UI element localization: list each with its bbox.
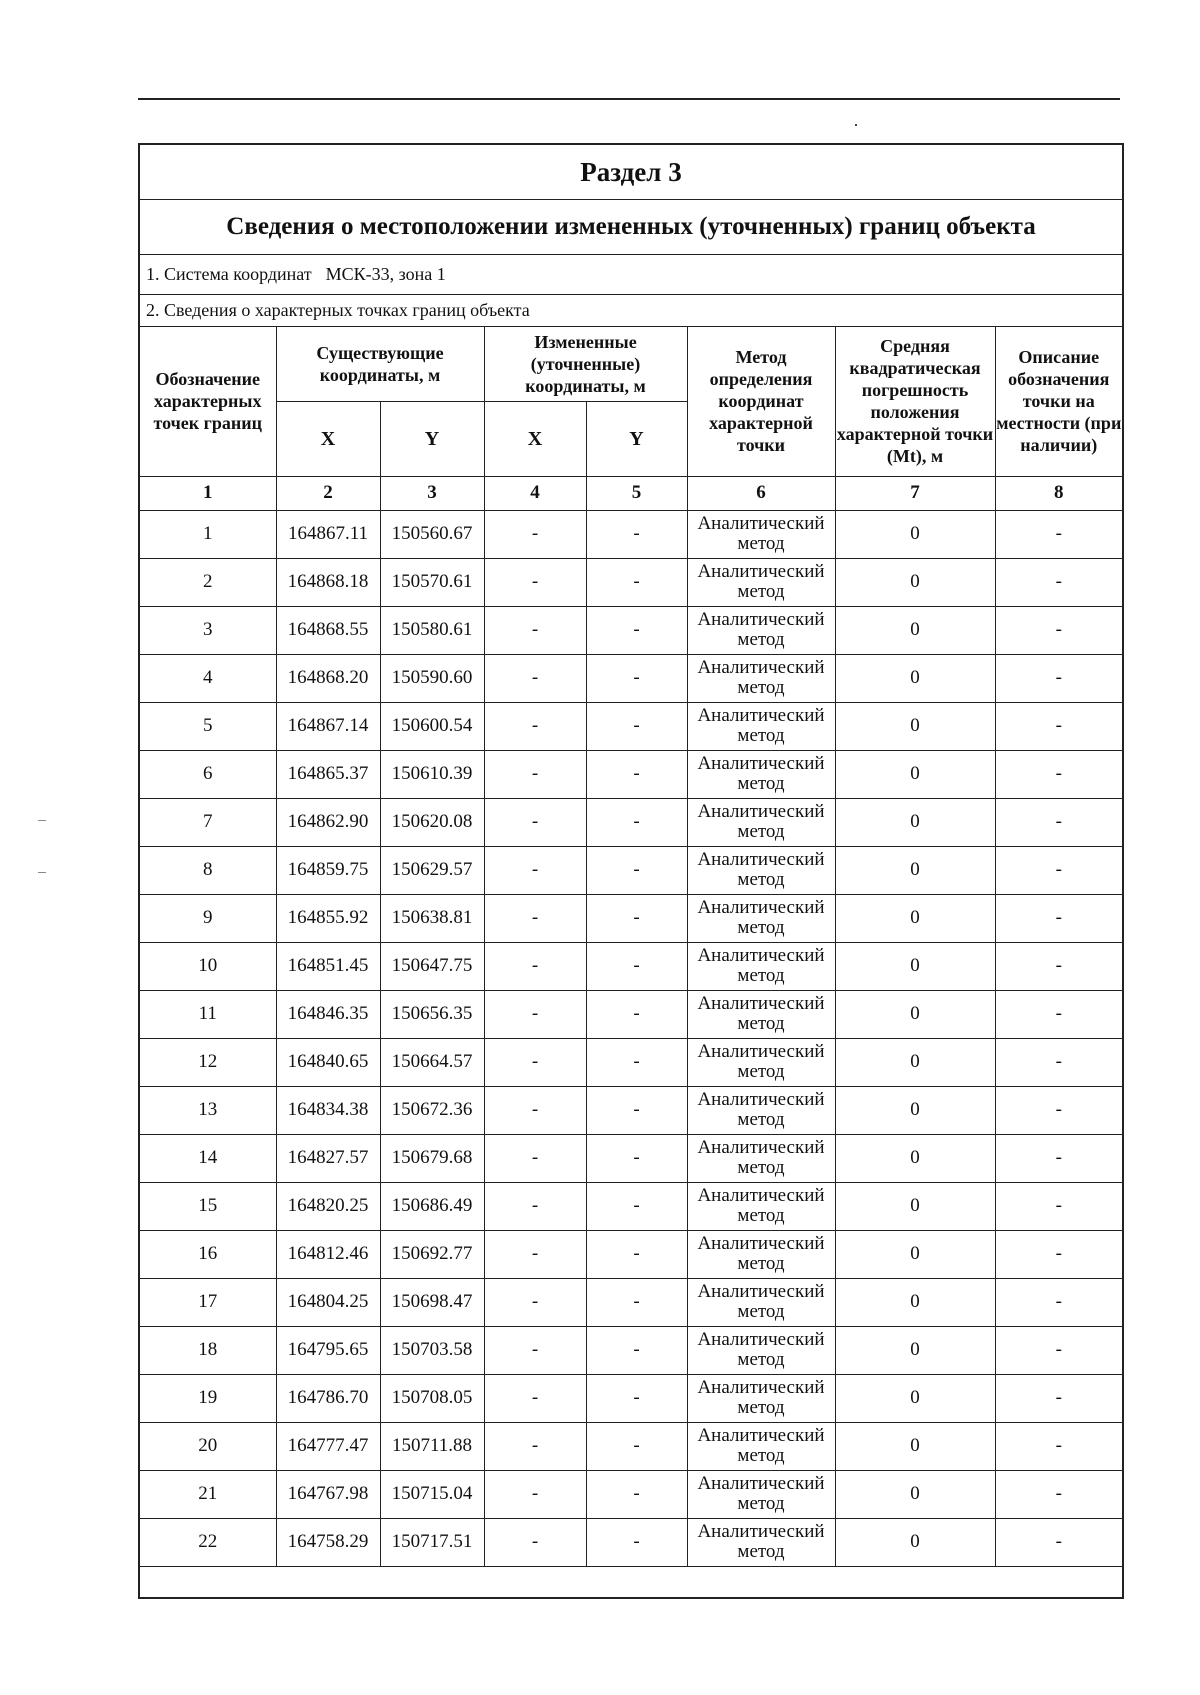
table-row xyxy=(140,894,1122,942)
point-number-cell: 20 xyxy=(140,1422,276,1470)
description-cell: - xyxy=(995,1470,1122,1518)
changed-y-cell: - xyxy=(586,1278,687,1326)
point-number-cell: 22 xyxy=(140,1518,276,1566)
point-number-cell: 4 xyxy=(140,654,276,702)
changed-x-cell: - xyxy=(484,606,586,654)
description-cell: - xyxy=(995,1422,1122,1470)
description-cell: - xyxy=(995,990,1122,1038)
section-title: Раздел 3 xyxy=(140,145,1122,200)
method-cell: Аналитический метод xyxy=(687,1374,835,1422)
existing-x-cell: 164868.20 xyxy=(276,654,380,702)
existing-y-cell: 150715.04 xyxy=(380,1470,484,1518)
existing-x-cell: 164868.55 xyxy=(276,606,380,654)
existing-x-cell: 164795.65 xyxy=(276,1326,380,1374)
existing-y-cell: 150711.88 xyxy=(380,1422,484,1470)
existing-y-cell: 150620.08 xyxy=(380,798,484,846)
error-cell: 0 xyxy=(835,558,995,606)
description-cell: - xyxy=(995,894,1122,942)
header-error: Средняя квадратическая погрешность положения характерной точки (Mt), м xyxy=(835,327,995,476)
method-cell: Аналитический метод xyxy=(687,1038,835,1086)
existing-y-cell: 150638.81 xyxy=(380,894,484,942)
method-cell: Аналитический метод xyxy=(687,1470,835,1518)
existing-y-cell: 150672.36 xyxy=(380,1086,484,1134)
method-cell: Аналитический метод xyxy=(687,894,835,942)
point-number-cell: 6 xyxy=(140,750,276,798)
changed-x-cell: - xyxy=(484,750,586,798)
changed-x-cell: - xyxy=(484,990,586,1038)
points-label: 2. Сведения о характерных точках границ объекта xyxy=(140,295,1122,327)
existing-x-cell: 164827.57 xyxy=(276,1134,380,1182)
table-row xyxy=(140,702,1122,750)
changed-x-cell: - xyxy=(484,1326,586,1374)
error-cell: 0 xyxy=(835,1086,995,1134)
error-cell: 0 xyxy=(835,1038,995,1086)
error-cell: 0 xyxy=(835,1374,995,1422)
table-row xyxy=(140,1134,1122,1182)
point-number-cell: 7 xyxy=(140,798,276,846)
header-existing-coords: Существующие координаты, м xyxy=(276,327,484,401)
header-y-changed: Y xyxy=(586,401,687,476)
point-number-cell: 2 xyxy=(140,558,276,606)
point-number-cell: 10 xyxy=(140,942,276,990)
changed-y-cell: - xyxy=(586,654,687,702)
existing-x-cell: 164767.98 xyxy=(276,1470,380,1518)
changed-x-cell: - xyxy=(484,846,586,894)
point-number-cell: 19 xyxy=(140,1374,276,1422)
existing-x-cell: 164840.65 xyxy=(276,1038,380,1086)
description-cell: - xyxy=(995,1134,1122,1182)
existing-x-cell: 164786.70 xyxy=(276,1374,380,1422)
table-row xyxy=(140,942,1122,990)
description-cell: - xyxy=(995,510,1122,558)
existing-y-cell: 150590.60 xyxy=(380,654,484,702)
column-number-row xyxy=(140,476,1122,510)
changed-y-cell: - xyxy=(586,702,687,750)
changed-y-cell: - xyxy=(586,894,687,942)
changed-y-cell: - xyxy=(586,846,687,894)
table-row xyxy=(140,1278,1122,1326)
existing-x-cell: 164804.25 xyxy=(276,1278,380,1326)
header-x: X xyxy=(276,401,380,476)
column-number: 7 xyxy=(835,476,995,510)
method-cell: Аналитический метод xyxy=(687,1182,835,1230)
changed-x-cell: - xyxy=(484,1278,586,1326)
header-x-changed: X xyxy=(484,401,586,476)
column-number: 6 xyxy=(687,476,835,510)
method-cell: Аналитический метод xyxy=(687,1134,835,1182)
point-number-cell: 18 xyxy=(140,1326,276,1374)
point-number-cell: 13 xyxy=(140,1086,276,1134)
method-cell: Аналитический метод xyxy=(687,558,835,606)
existing-y-cell: 150686.49 xyxy=(380,1182,484,1230)
changed-x-cell: - xyxy=(484,1230,586,1278)
top-rule xyxy=(138,98,1120,100)
description-cell: - xyxy=(995,606,1122,654)
existing-y-cell: 150708.05 xyxy=(380,1374,484,1422)
changed-y-cell: - xyxy=(586,990,687,1038)
changed-y-cell: - xyxy=(586,1374,687,1422)
existing-y-cell: 150600.54 xyxy=(380,702,484,750)
error-cell: 0 xyxy=(835,846,995,894)
point-number-cell: 15 xyxy=(140,1182,276,1230)
point-number-cell: 17 xyxy=(140,1278,276,1326)
point-number-cell: 3 xyxy=(140,606,276,654)
description-cell: - xyxy=(995,1518,1122,1566)
changed-y-cell: - xyxy=(586,798,687,846)
method-cell: Аналитический метод xyxy=(687,606,835,654)
changed-y-cell: - xyxy=(586,1086,687,1134)
description-cell: - xyxy=(995,1182,1122,1230)
changed-y-cell: - xyxy=(586,1182,687,1230)
error-cell: 0 xyxy=(835,1134,995,1182)
error-cell: 0 xyxy=(835,1182,995,1230)
existing-x-cell: 164851.45 xyxy=(276,942,380,990)
description-cell: - xyxy=(995,702,1122,750)
method-cell: Аналитический метод xyxy=(687,990,835,1038)
column-number: 2 xyxy=(276,476,380,510)
changed-y-cell: - xyxy=(586,510,687,558)
existing-x-cell: 164777.47 xyxy=(276,1422,380,1470)
existing-y-cell: 150679.68 xyxy=(380,1134,484,1182)
table-body xyxy=(140,510,1122,1566)
existing-y-cell: 150570.61 xyxy=(380,558,484,606)
existing-y-cell: 150664.57 xyxy=(380,1038,484,1086)
existing-x-cell: 164812.46 xyxy=(276,1230,380,1278)
existing-y-cell: 150647.75 xyxy=(380,942,484,990)
error-cell: 0 xyxy=(835,1518,995,1566)
description-cell: - xyxy=(995,558,1122,606)
table-row xyxy=(140,606,1122,654)
error-cell: 0 xyxy=(835,1230,995,1278)
table-row xyxy=(140,1038,1122,1086)
table-row xyxy=(140,1518,1122,1566)
margin-tick xyxy=(38,820,46,821)
existing-y-cell: 150629.57 xyxy=(380,846,484,894)
existing-x-cell: 164867.14 xyxy=(276,702,380,750)
error-cell: 0 xyxy=(835,750,995,798)
changed-y-cell: - xyxy=(586,1134,687,1182)
column-number: 8 xyxy=(995,476,1122,510)
boundary-points-table xyxy=(140,327,1122,1567)
error-cell: 0 xyxy=(835,1470,995,1518)
section-subtitle: Сведения о местоположении измененных (уточненных) границ объекта xyxy=(140,200,1122,255)
changed-x-cell: - xyxy=(484,1518,586,1566)
method-cell: Аналитический метод xyxy=(687,1230,835,1278)
method-cell: Аналитический метод xyxy=(687,798,835,846)
existing-x-cell: 164859.75 xyxy=(276,846,380,894)
existing-x-cell: 164862.90 xyxy=(276,798,380,846)
existing-y-cell: 150703.58 xyxy=(380,1326,484,1374)
table-row xyxy=(140,1470,1122,1518)
point-number-cell: 8 xyxy=(140,846,276,894)
column-number: 4 xyxy=(484,476,586,510)
table-row xyxy=(140,1086,1122,1134)
changed-y-cell: - xyxy=(586,606,687,654)
existing-x-cell: 164846.35 xyxy=(276,990,380,1038)
description-cell: - xyxy=(995,750,1122,798)
error-cell: 0 xyxy=(835,942,995,990)
changed-y-cell: - xyxy=(586,1230,687,1278)
section-frame xyxy=(138,143,1124,1599)
existing-x-cell: 164867.11 xyxy=(276,510,380,558)
changed-y-cell: - xyxy=(586,942,687,990)
header-y: Y xyxy=(380,401,484,476)
existing-y-cell: 150610.39 xyxy=(380,750,484,798)
error-cell: 0 xyxy=(835,798,995,846)
description-cell: - xyxy=(995,942,1122,990)
changed-x-cell: - xyxy=(484,1038,586,1086)
existing-y-cell: 150560.67 xyxy=(380,510,484,558)
table-row xyxy=(140,750,1122,798)
changed-y-cell: - xyxy=(586,558,687,606)
margin-tick xyxy=(38,872,46,873)
error-cell: 0 xyxy=(835,606,995,654)
point-number-cell: 16 xyxy=(140,1230,276,1278)
description-cell: - xyxy=(995,1086,1122,1134)
table-row xyxy=(140,558,1122,606)
error-cell: 0 xyxy=(835,894,995,942)
scan-dot xyxy=(855,124,857,126)
changed-x-cell: - xyxy=(484,1086,586,1134)
existing-x-cell: 164758.29 xyxy=(276,1518,380,1566)
error-cell: 0 xyxy=(835,1278,995,1326)
method-cell: Аналитический метод xyxy=(687,1278,835,1326)
method-cell: Аналитический метод xyxy=(687,654,835,702)
method-cell: Аналитический метод xyxy=(687,510,835,558)
changed-y-cell: - xyxy=(586,1038,687,1086)
table-row xyxy=(140,990,1122,1038)
changed-x-cell: - xyxy=(484,558,586,606)
existing-y-cell: 150717.51 xyxy=(380,1518,484,1566)
method-cell: Аналитический метод xyxy=(687,942,835,990)
method-cell: Аналитический метод xyxy=(687,846,835,894)
description-cell: - xyxy=(995,1038,1122,1086)
error-cell: 0 xyxy=(835,702,995,750)
error-cell: 0 xyxy=(835,990,995,1038)
description-cell: - xyxy=(995,1230,1122,1278)
changed-x-cell: - xyxy=(484,1182,586,1230)
table-tail-row xyxy=(140,1567,1122,1597)
table-row xyxy=(140,1182,1122,1230)
changed-y-cell: - xyxy=(586,1518,687,1566)
changed-y-cell: - xyxy=(586,1326,687,1374)
changed-x-cell: - xyxy=(484,1374,586,1422)
column-number: 5 xyxy=(586,476,687,510)
table-row xyxy=(140,846,1122,894)
point-number-cell: 5 xyxy=(140,702,276,750)
point-number-cell: 1 xyxy=(140,510,276,558)
column-number: 1 xyxy=(140,476,276,510)
table-row xyxy=(140,798,1122,846)
description-cell: - xyxy=(995,846,1122,894)
column-number: 3 xyxy=(380,476,484,510)
existing-x-cell: 164868.18 xyxy=(276,558,380,606)
existing-y-cell: 150698.47 xyxy=(380,1278,484,1326)
changed-y-cell: - xyxy=(586,750,687,798)
method-cell: Аналитический метод xyxy=(687,1518,835,1566)
changed-x-cell: - xyxy=(484,942,586,990)
changed-x-cell: - xyxy=(484,798,586,846)
coord-system-label: 1. Система координат xyxy=(146,264,312,284)
coord-system-value: МСК-33, зона 1 xyxy=(325,264,446,284)
method-cell: Аналитический метод xyxy=(687,1086,835,1134)
existing-x-cell: 164834.38 xyxy=(276,1086,380,1134)
existing-y-cell: 150692.77 xyxy=(380,1230,484,1278)
header-method: Метод определения координат характерной точки xyxy=(687,327,835,476)
point-number-cell: 9 xyxy=(140,894,276,942)
description-cell: - xyxy=(995,1278,1122,1326)
existing-x-cell: 164865.37 xyxy=(276,750,380,798)
changed-x-cell: - xyxy=(484,654,586,702)
changed-x-cell: - xyxy=(484,510,586,558)
description-cell: - xyxy=(995,654,1122,702)
table-row xyxy=(140,1374,1122,1422)
changed-y-cell: - xyxy=(586,1470,687,1518)
header-designation: Обозначение характерных точек границ xyxy=(140,327,276,476)
error-cell: 0 xyxy=(835,1422,995,1470)
error-cell: 0 xyxy=(835,654,995,702)
point-number-cell: 12 xyxy=(140,1038,276,1086)
changed-y-cell: - xyxy=(586,1422,687,1470)
existing-y-cell: 150580.61 xyxy=(380,606,484,654)
method-cell: Аналитический метод xyxy=(687,1326,835,1374)
changed-x-cell: - xyxy=(484,1422,586,1470)
changed-x-cell: - xyxy=(484,1134,586,1182)
changed-x-cell: - xyxy=(484,894,586,942)
point-number-cell: 14 xyxy=(140,1134,276,1182)
changed-x-cell: - xyxy=(484,702,586,750)
point-number-cell: 11 xyxy=(140,990,276,1038)
changed-x-cell: - xyxy=(484,1470,586,1518)
existing-x-cell: 164855.92 xyxy=(276,894,380,942)
header-description: Описание обозначения точки на местности (при наличии) xyxy=(995,327,1122,476)
existing-x-cell: 164820.25 xyxy=(276,1182,380,1230)
method-cell: Аналитический метод xyxy=(687,1422,835,1470)
table-row xyxy=(140,510,1122,558)
coord-system-line xyxy=(140,255,1122,295)
table-row xyxy=(140,1326,1122,1374)
method-cell: Аналитический метод xyxy=(687,750,835,798)
description-cell: - xyxy=(995,1326,1122,1374)
table-row xyxy=(140,1230,1122,1278)
table-row xyxy=(140,1422,1122,1470)
point-number-cell: 21 xyxy=(140,1470,276,1518)
description-cell: - xyxy=(995,798,1122,846)
error-cell: 0 xyxy=(835,510,995,558)
table-row xyxy=(140,654,1122,702)
method-cell: Аналитический метод xyxy=(687,702,835,750)
existing-y-cell: 150656.35 xyxy=(380,990,484,1038)
header-changed-coords: Измененные (уточненные) координаты, м xyxy=(484,327,687,401)
description-cell: - xyxy=(995,1374,1122,1422)
error-cell: 0 xyxy=(835,1326,995,1374)
